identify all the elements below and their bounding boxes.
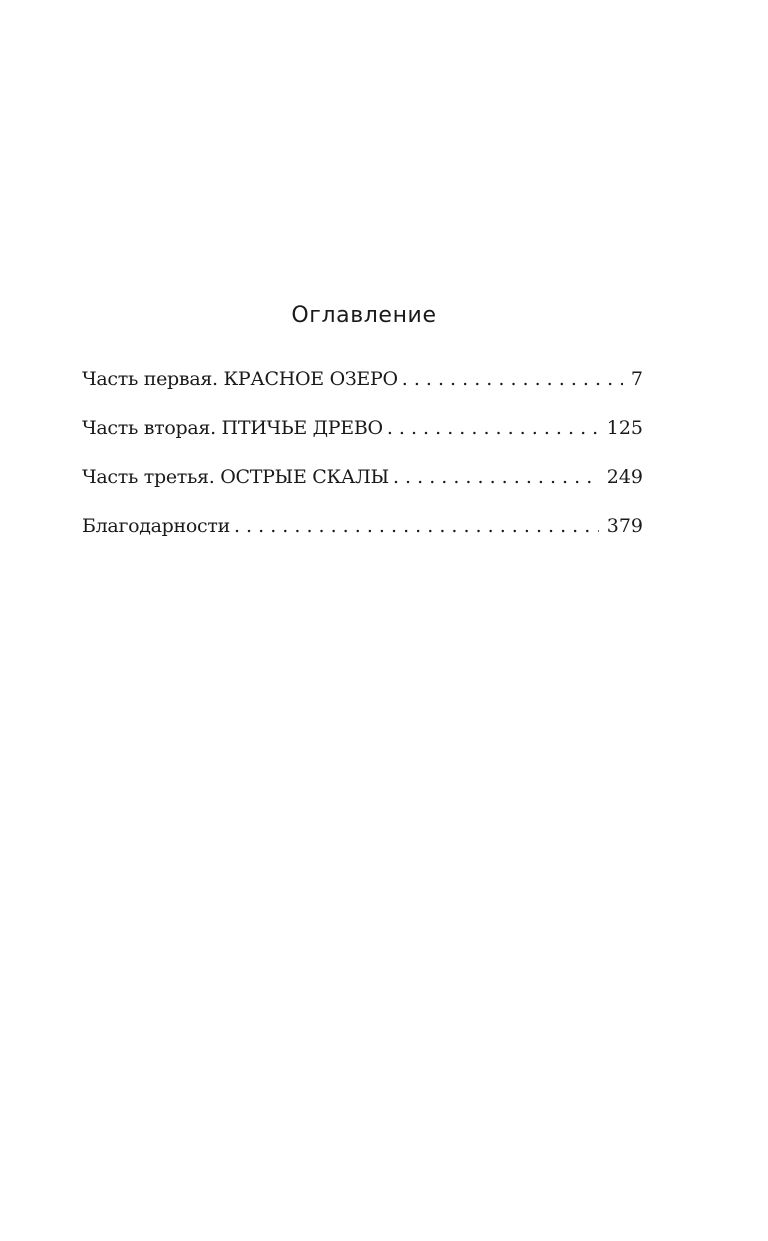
toc-entry-acknowledgements[interactable] xyxy=(82,511,643,541)
toc-entry-label: Благодарности xyxy=(82,515,230,537)
toc-entry-label: Часть первая. КРАСНОЕ ОЗЕРО xyxy=(82,368,398,390)
dot-leader xyxy=(387,413,599,443)
toc-entry-part-one[interactable] xyxy=(82,364,643,394)
table-of-contents xyxy=(82,364,643,560)
toc-entry-label: Часть третья. ОСТРЫЕ СКАЛЫ xyxy=(82,466,389,488)
toc-entry-page: 7 xyxy=(630,368,643,390)
toc-entry-page: 379 xyxy=(606,515,643,537)
toc-entry-part-two[interactable] xyxy=(82,413,643,443)
toc-title: Оглавление xyxy=(291,303,437,328)
toc-entry-page: 249 xyxy=(606,466,643,488)
toc-entry-label: Часть вторая. ПТИЧЬЕ ДРЕВО xyxy=(82,417,383,439)
dot-leader xyxy=(234,511,599,541)
toc-entry-page: 125 xyxy=(606,417,643,439)
dot-leader xyxy=(393,462,599,492)
dot-leader xyxy=(402,364,623,394)
toc-entry-part-three[interactable] xyxy=(82,462,643,492)
